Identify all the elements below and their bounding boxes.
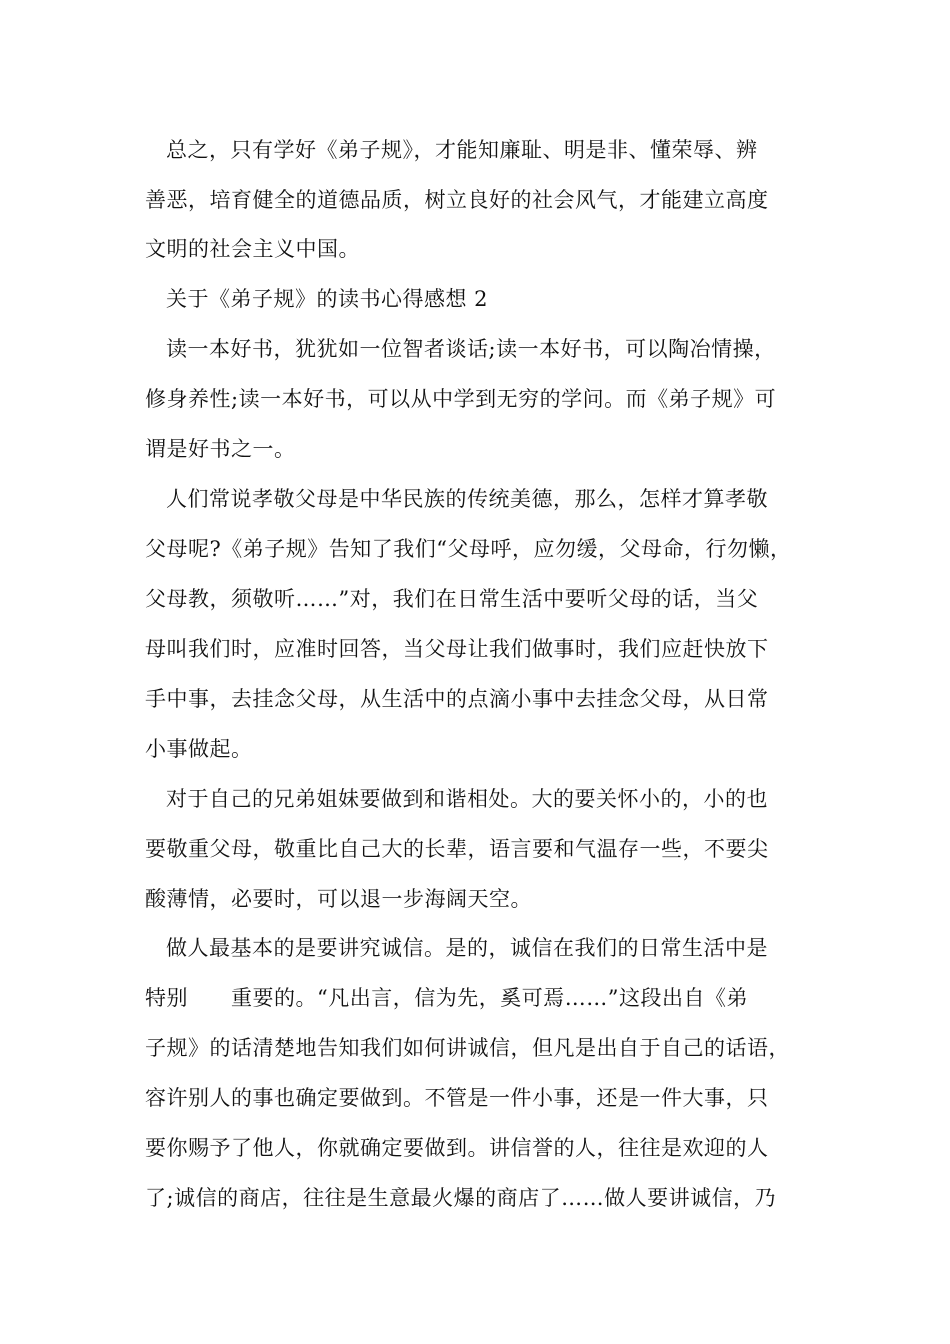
paragraph-line: 特别 重要的。“凡出言，信为先，奚可焉……”这段出自《弟 (145, 986, 749, 1010)
paragraph-line: 文明的社会主义中国。 (145, 237, 360, 261)
paragraph-line: 做人最基本的是要讲究诚信。是的，诚信在我们的日常生活中是 (166, 936, 768, 960)
paragraph-line: 修身养性;读一本好书，可以从中学到无穷的学问。而《弟子规》可 (145, 387, 777, 411)
paragraph-line: 小事做起。 (145, 737, 253, 761)
paragraph-line: 父母呢?《弟子规》告知了我们“父母呼，应勿缓，父母命，行勿懒， (145, 537, 792, 561)
paragraph-line: 父母教，须敬听……”对，我们在日常生活中要听父母的话，当父 (145, 587, 759, 611)
paragraph-line: 子规》的话清楚地告知我们如何讲诚信，但凡是出自于自己的话语， (145, 1036, 790, 1060)
paragraph-line: 人们常说孝敬父母是中华民族的传统美德，那么，怎样才算孝敬 (166, 487, 768, 511)
paragraph-line: 总之，只有学好《弟子规》，才能知廉耻、明是非、懂荣辱、辨 (166, 138, 758, 162)
paragraph-line: 母叫我们时，应准时回答，当父母让我们做事时，我们应赶快放下 (145, 637, 769, 661)
paragraph-line: 要你赐予了他人，你就确定要做到。讲信誉的人，往往是欢迎的人 (145, 1136, 769, 1160)
paragraph-line: 手中事，去挂念父母，从生活中的点滴小事中去挂念父母，从日常 (145, 687, 769, 711)
paragraph-line: 对于自己的兄弟姐妹要做到和谐相处。大的要关怀小的，小的也 (166, 787, 768, 811)
paragraph-line: 谓是好书之一。 (145, 437, 296, 461)
paragraph-line: 了;诚信的商店，往往是生意最火爆的商店了……做人要讲诚信，乃 (145, 1186, 777, 1210)
paragraph-line: 酸薄情，必要时，可以退一步海阔天空。 (145, 887, 532, 911)
section-heading: 关于《弟子规》的读书心得感想 2 (166, 287, 489, 311)
paragraph-line: 容许别人的事也确定要做到。不管是一件小事，还是一件大事，只 (145, 1086, 769, 1110)
paragraph-line: 善恶，培育健全的道德品质，树立良好的社会风气，才能建立高度 (145, 188, 769, 212)
paragraph-line: 要敬重父母，敬重比自己大的长辈，语言要和气温存一些，不要尖 (145, 837, 769, 861)
paragraph-line: 读一本好书，犹犹如一位智者谈话;读一本好书，可以陶冶情操， (166, 337, 776, 361)
